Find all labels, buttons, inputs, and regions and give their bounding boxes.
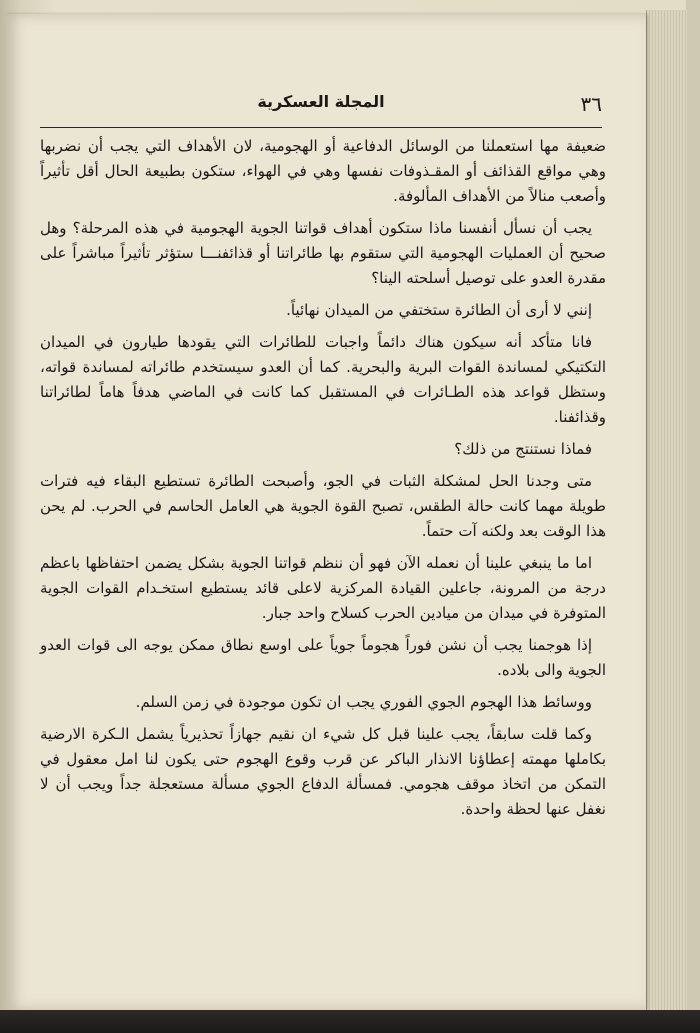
journal-title: المجلة العسكرية — [257, 92, 385, 111]
page-edges — [646, 10, 687, 1013]
paragraph-3: إنني لا أرى أن الطائرة ستختفي من الميدان نهائياً. — [286, 301, 592, 319]
paragraph-7: اما ما ينبغي علينا أن نعمله الآن فهو أن ننظم قواتنا الجوية بشكل يضمن احتفاظها باعظم درجة من المرونة، جاعلين القيادة المركزية لاعلى قائد يستطيع استخـدام القوات الجوية المتوفرة في ميدان من ميادين الحرب كسلاح واحد جبار. — [40, 554, 606, 622]
running-head — [40, 92, 602, 120]
scan-bottom-band — [0, 1010, 700, 1033]
page-number: ٣٦ — [580, 92, 602, 116]
paragraph-6: متى وجدنا الحل لمشكلة الثبات في الجو، وأصبحت الطائرة تستطيع البقاء فيه فترات طويلة مهما كانت حالة الطقس، تصبح القوة الجوية هي العامل الحاسم في الحرب. لم يحن هذا الوقت بعد ولكنه آت حتماً. — [40, 472, 606, 540]
paragraph-2: يجب أن نسأل أنفسنا ماذا ستكون أهداف قواتنا الجوية الهجومية في هذه المرحلة؟ وهل صحيح أن العمليات الهجومية التي ستقوم بها طائراتنا أو قذائفنـــا ستؤثر تأثيراً مباشراً على مقدرة العدو على توصيل أسلحته الينا؟ — [40, 219, 606, 287]
header-rule — [40, 127, 602, 128]
paragraph-4: فانا متأكد أنه سيكون هناك دائماً واجبات للطائرات التي يقودها طيارون في الميدان التكتيكي لمساندة القوات البرية والبحرية. كما أن العدو سيستخدم طائراته لمساندة قواته، وستظل قواعد هذه الطـائرات في المستقبل كما كانت في الماضي هدفاً هاماً لطائراتنا وقذائفنا. — [40, 333, 606, 426]
paragraph-1: ضعيفة مها استعملنا من الوسائل الدفاعية أو الهجومية، لان الأهداف التي يجب أن نضربها وهي مواقع القذائف أو المقـذوفات نفسها وهي في الهواء، ستكون بطبيعة الحال أقل تأثيراً وأصعب منالاً من الأهداف المألوفة. — [40, 137, 606, 205]
scan-right-band — [686, 0, 700, 1033]
paragraph-10: وكما قلت سابقاً، يجب علينا قبل كل شيء ان نقيم جهازاً تحذيرياً يشمل الـكرة الارضية بكاملها مهمته إعطاؤنا الانذار الباكر عن قرب وقوع الهجوم حتى يكون لنا امل معقول في التمكن من اتخاذ موقف هجومي. فمسألة الدفاع الجوي مسألة مستعجلة جداً ويجب أن لا نغفل عنها لحظة واحدة. — [40, 725, 606, 818]
article-body — [40, 134, 606, 829]
paragraph-9: ووسائط هذا الهجوم الجوي الفوري يجب ان تكون موجودة في زمن السلم. — [135, 693, 592, 711]
paragraph-5: فماذا نستنتج من ذلك؟ — [454, 440, 592, 458]
paragraph-8: إذا هوجمنا يجب أن نشن فوراً هجوماً جوياً على اوسع نطاق ممكن يوجه الى قوات العدو الجوية والى بلاده. — [40, 636, 606, 679]
